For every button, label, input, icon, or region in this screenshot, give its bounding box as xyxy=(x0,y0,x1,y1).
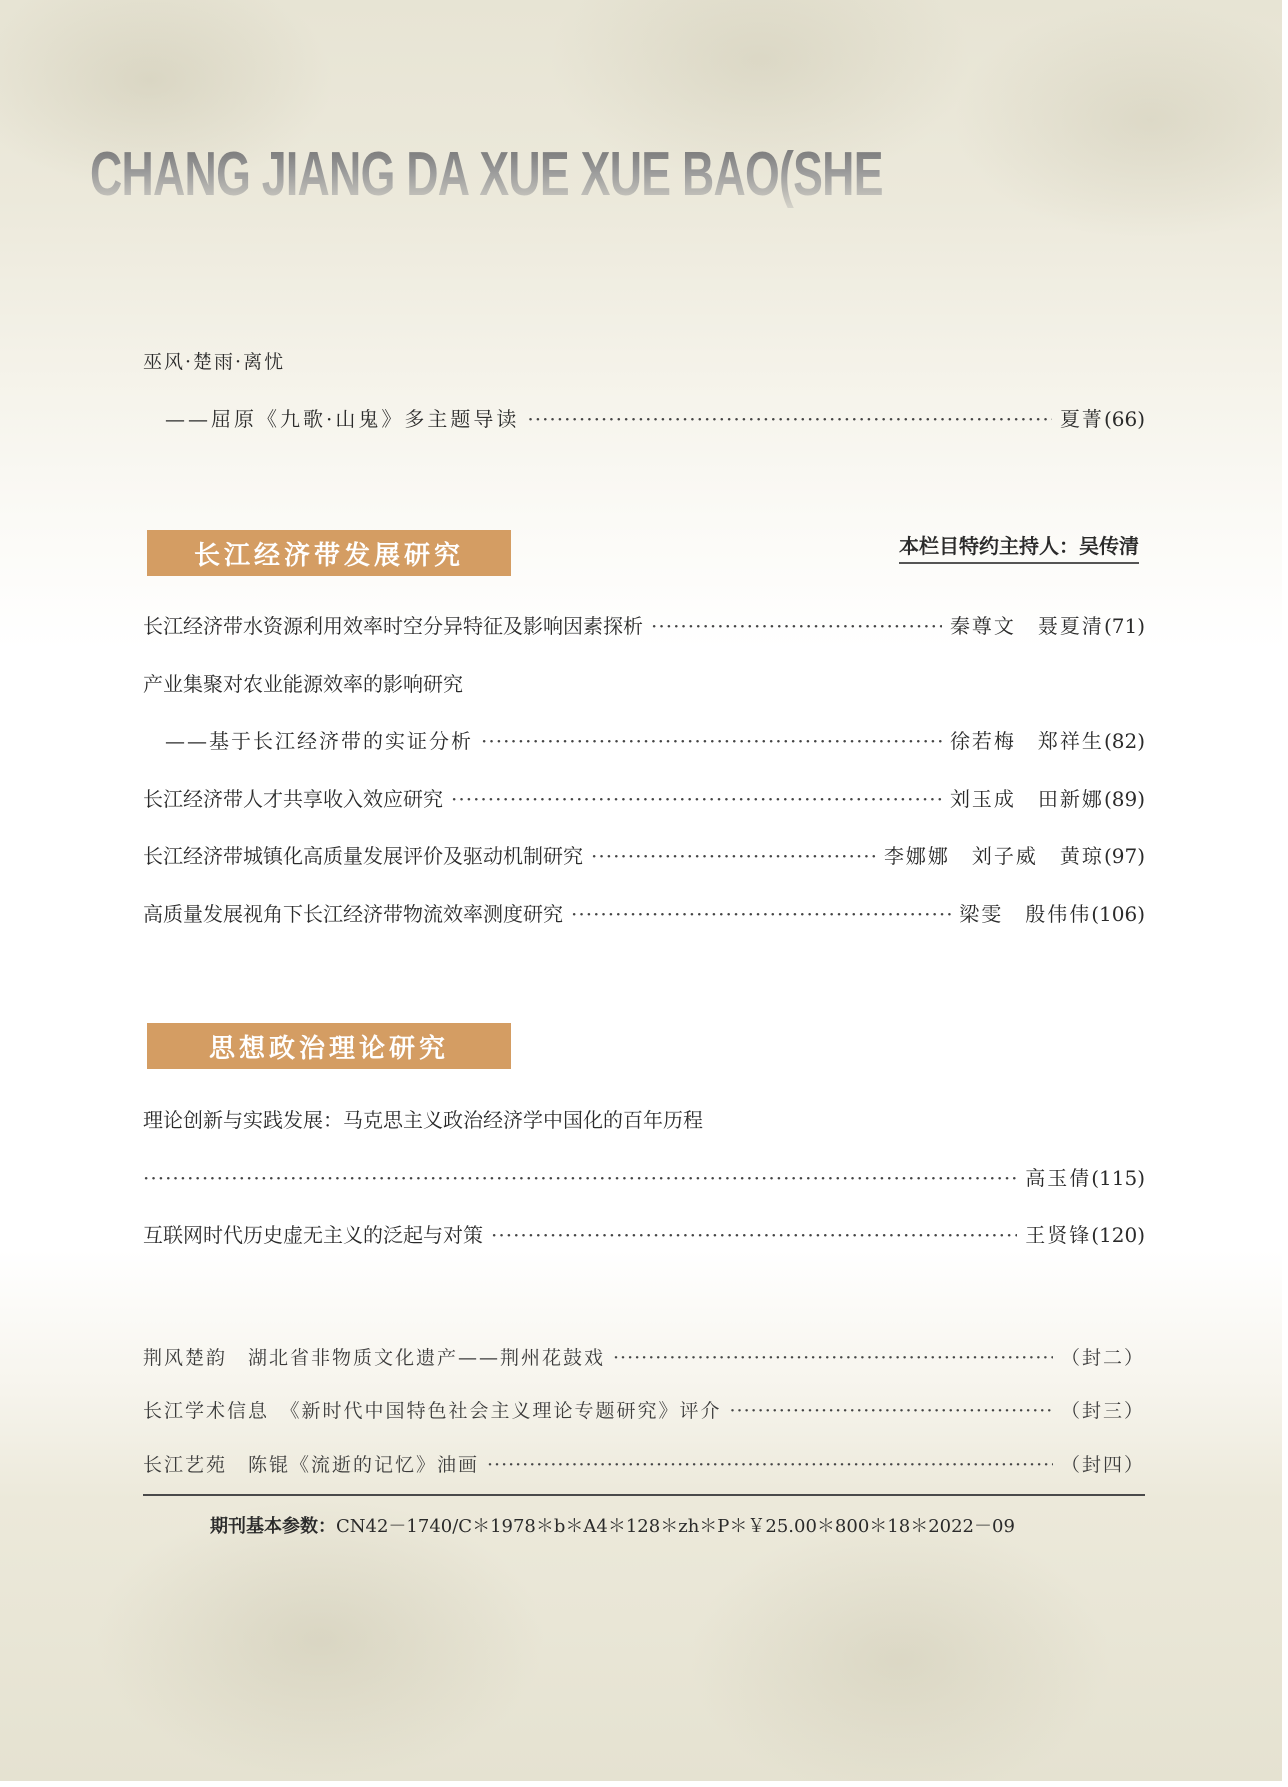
params-label: 期刊基本参数： xyxy=(210,1516,336,1537)
dot-leader xyxy=(651,612,942,640)
dot-leader xyxy=(571,900,951,928)
entry-page: (82) xyxy=(1103,729,1145,753)
toc-entry[interactable] xyxy=(165,405,1145,433)
entry-title: 长江经济带人才共享收入效应研究 xyxy=(143,787,443,811)
entry-page: (71) xyxy=(1103,614,1145,638)
divider-rule xyxy=(143,1494,1145,1496)
section-banner-yangtze-economic-belt: 长江经济带发展研究 xyxy=(147,530,511,576)
journal-parameters xyxy=(210,1514,1015,1540)
entry-title: 长江艺苑 陈锟《流逝的记忆》油画 xyxy=(143,1454,480,1476)
entry-title: 高质量发展视角下长江经济带物流效率测度研究 xyxy=(143,902,563,926)
dot-leader xyxy=(143,1164,1017,1192)
intro-article-title: 巫风·楚雨·离忧 xyxy=(143,351,286,373)
section-banner-ideological-political-theory: 思想政治理论研究 xyxy=(147,1023,511,1069)
dot-leader xyxy=(730,1397,1053,1425)
misc-entry[interactable] xyxy=(143,1397,1145,1425)
entry-page: (89) xyxy=(1103,787,1145,811)
entry-subtitle: ——基于长江经济带的实证分析 xyxy=(165,729,473,753)
entry-authors: 高玉倩 xyxy=(1025,1166,1092,1190)
toc-entry[interactable] xyxy=(143,785,1145,813)
entry-title: 荆风楚韵 湖北省非物质文化遗产——荆州花鼓戏 xyxy=(143,1347,606,1369)
entry-page: (97) xyxy=(1103,844,1145,868)
toc-entry[interactable] xyxy=(165,727,1145,755)
dot-leader xyxy=(591,842,876,870)
entry-authors: 李娜娜 刘子威 黄琼 xyxy=(883,844,1104,868)
entry-title: 长江经济带水资源利用效率时空分异特征及影响因素探析 xyxy=(143,614,643,638)
dot-leader xyxy=(527,405,1052,433)
entry-title: 长江经济带城镇化高质量发展评价及驱动机制研究 xyxy=(143,844,583,868)
dot-leader xyxy=(451,785,942,813)
misc-entry[interactable] xyxy=(143,1451,1145,1479)
entry-authors: 梁雯 殷伟伟 xyxy=(959,902,1092,926)
toc-entry[interactable] xyxy=(143,842,1145,870)
entry-page: (120) xyxy=(1091,1223,1145,1247)
entry-authors: 王贤锋 xyxy=(1025,1223,1092,1247)
entry-authors: 徐若梅 郑祥生 xyxy=(949,729,1104,753)
dot-leader xyxy=(491,1221,1017,1249)
entry-authors: 夏菁 xyxy=(1059,407,1104,431)
entry-title: 长江学术信息 《新时代中国特色社会主义理论专题研究》评介 xyxy=(143,1400,722,1422)
entry-page: (66) xyxy=(1103,407,1145,431)
dot-leader xyxy=(613,1344,1053,1372)
journal-masthead: CHANG JIANG DA XUE XUE BAO(SHE HUI KE XUE BAN) xyxy=(90,140,1264,209)
entry-title[interactable]: 产业集聚对农业能源效率的影响研究 xyxy=(143,672,463,696)
entry-title[interactable]: 理论创新与实践发展：马克思主义政治经济学中国化的百年历程 xyxy=(143,1108,703,1132)
toc-entry[interactable] xyxy=(143,1221,1145,1249)
entry-page: (106) xyxy=(1091,902,1145,926)
entry-page: （封四） xyxy=(1060,1454,1145,1476)
toc-entry[interactable] xyxy=(143,900,1145,928)
column-host: 本栏目特约主持人：吴传清 xyxy=(899,532,1139,564)
entry-subtitle: ——屈原《九歌·山鬼》多主题导读 xyxy=(165,407,520,431)
entry-authors: 刘玉成 田新娜 xyxy=(949,787,1104,811)
entry-page: （封三） xyxy=(1060,1400,1145,1422)
entry-authors: 秦尊文 聂夏清 xyxy=(949,614,1104,638)
toc-entry[interactable] xyxy=(143,1164,1145,1192)
params-value: CN42－1740/C＊1978＊b＊A4＊128＊zh＊P＊￥25.00＊800＊18＊2022－09 xyxy=(336,1516,1015,1537)
dot-leader xyxy=(481,727,942,755)
entry-page: (115) xyxy=(1091,1166,1145,1190)
entry-title: 互联网时代历史虚无主义的泛起与对策 xyxy=(143,1223,483,1247)
misc-entry[interactable] xyxy=(143,1344,1145,1372)
toc-entry[interactable] xyxy=(143,612,1145,640)
dot-leader xyxy=(487,1451,1053,1479)
entry-page: （封二） xyxy=(1060,1347,1145,1369)
